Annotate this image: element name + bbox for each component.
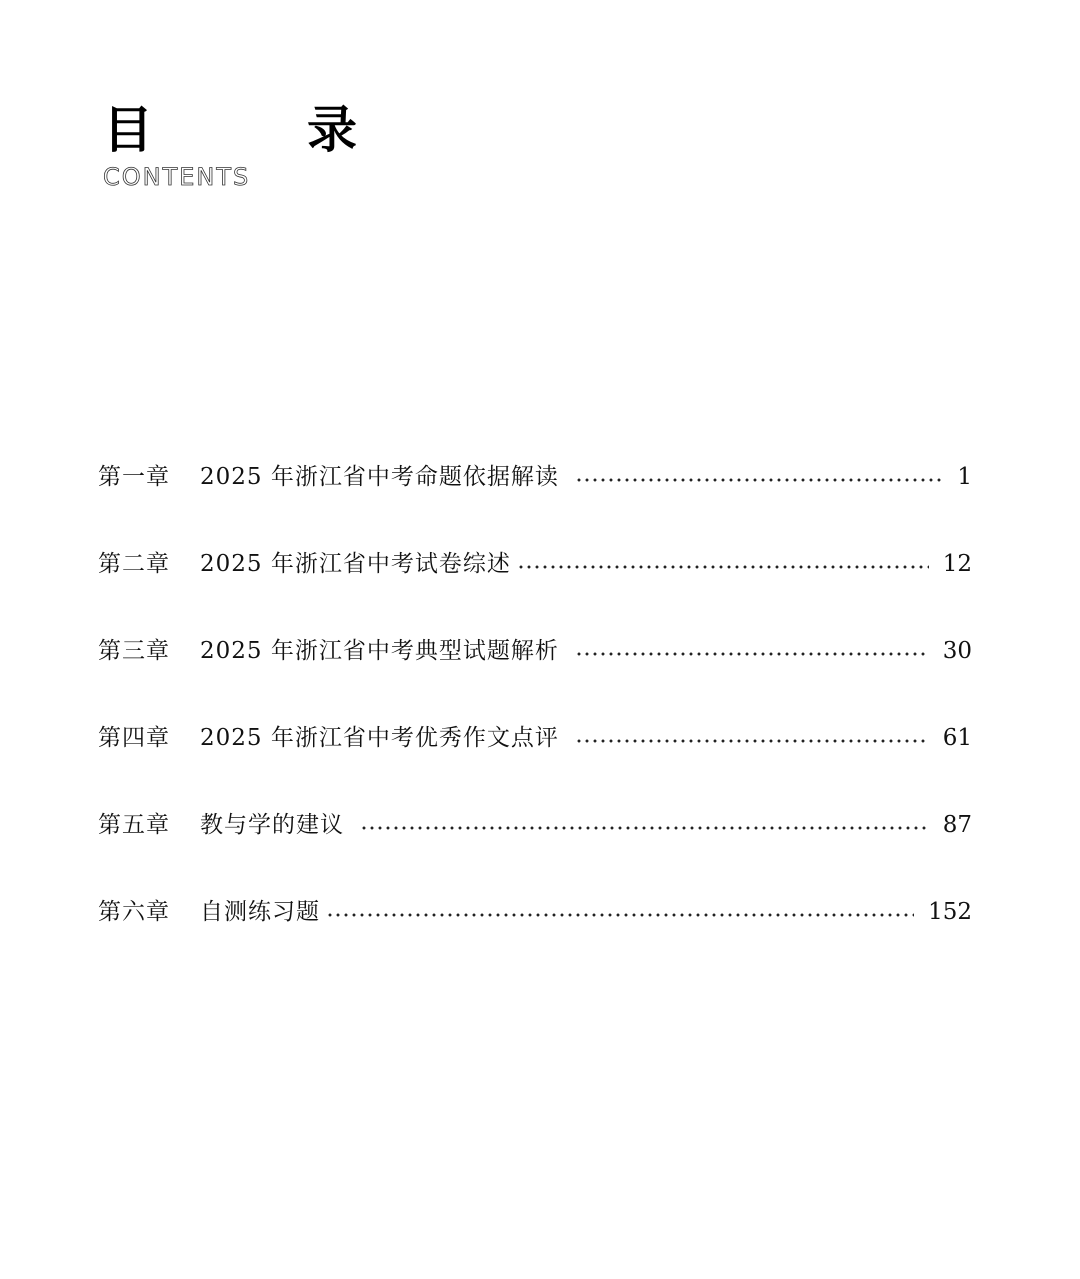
page-number: 61 <box>942 725 972 751</box>
dot-leader <box>360 826 929 830</box>
toc-entry-chapter-6[interactable] <box>98 892 972 932</box>
table-of-contents <box>98 457 972 979</box>
page-number: 30 <box>942 638 972 664</box>
toc-entry-chapter-2[interactable] <box>98 544 972 584</box>
toc-entry-chapter-5[interactable] <box>98 805 972 845</box>
chapter-title: 2025 年浙江省中考优秀作文点评 <box>200 725 559 751</box>
dot-leader <box>575 652 929 656</box>
chapter-number: 第五章 <box>98 812 170 838</box>
page-number: 12 <box>942 551 972 577</box>
page-number: 1 <box>957 464 972 490</box>
page-number: 152 <box>928 899 972 925</box>
chapter-number: 第六章 <box>98 899 170 925</box>
chapter-title: 教与学的建议 <box>200 812 344 838</box>
toc-entry-chapter-1[interactable] <box>98 457 972 497</box>
page-subtitle: CONTENTS <box>103 163 251 191</box>
chapter-title: 2025 年浙江省中考命题依据解读 <box>200 464 559 490</box>
dot-leader <box>326 913 914 917</box>
page-title: 目 录 <box>103 101 409 159</box>
chapter-number: 第四章 <box>98 725 170 751</box>
chapter-number: 第二章 <box>98 551 170 577</box>
page-number: 87 <box>942 812 972 838</box>
chapter-title: 自测练习题 <box>200 899 320 925</box>
toc-entry-chapter-4[interactable] <box>98 718 972 758</box>
dot-leader <box>575 478 944 482</box>
dot-leader <box>575 739 929 743</box>
chapter-title: 2025 年浙江省中考典型试题解析 <box>200 638 559 664</box>
chapter-number: 第三章 <box>98 638 170 664</box>
dot-leader <box>517 565 929 569</box>
chapter-title: 2025 年浙江省中考试卷综述 <box>200 551 511 577</box>
chapter-number: 第一章 <box>98 464 170 490</box>
toc-entry-chapter-3[interactable] <box>98 631 972 671</box>
